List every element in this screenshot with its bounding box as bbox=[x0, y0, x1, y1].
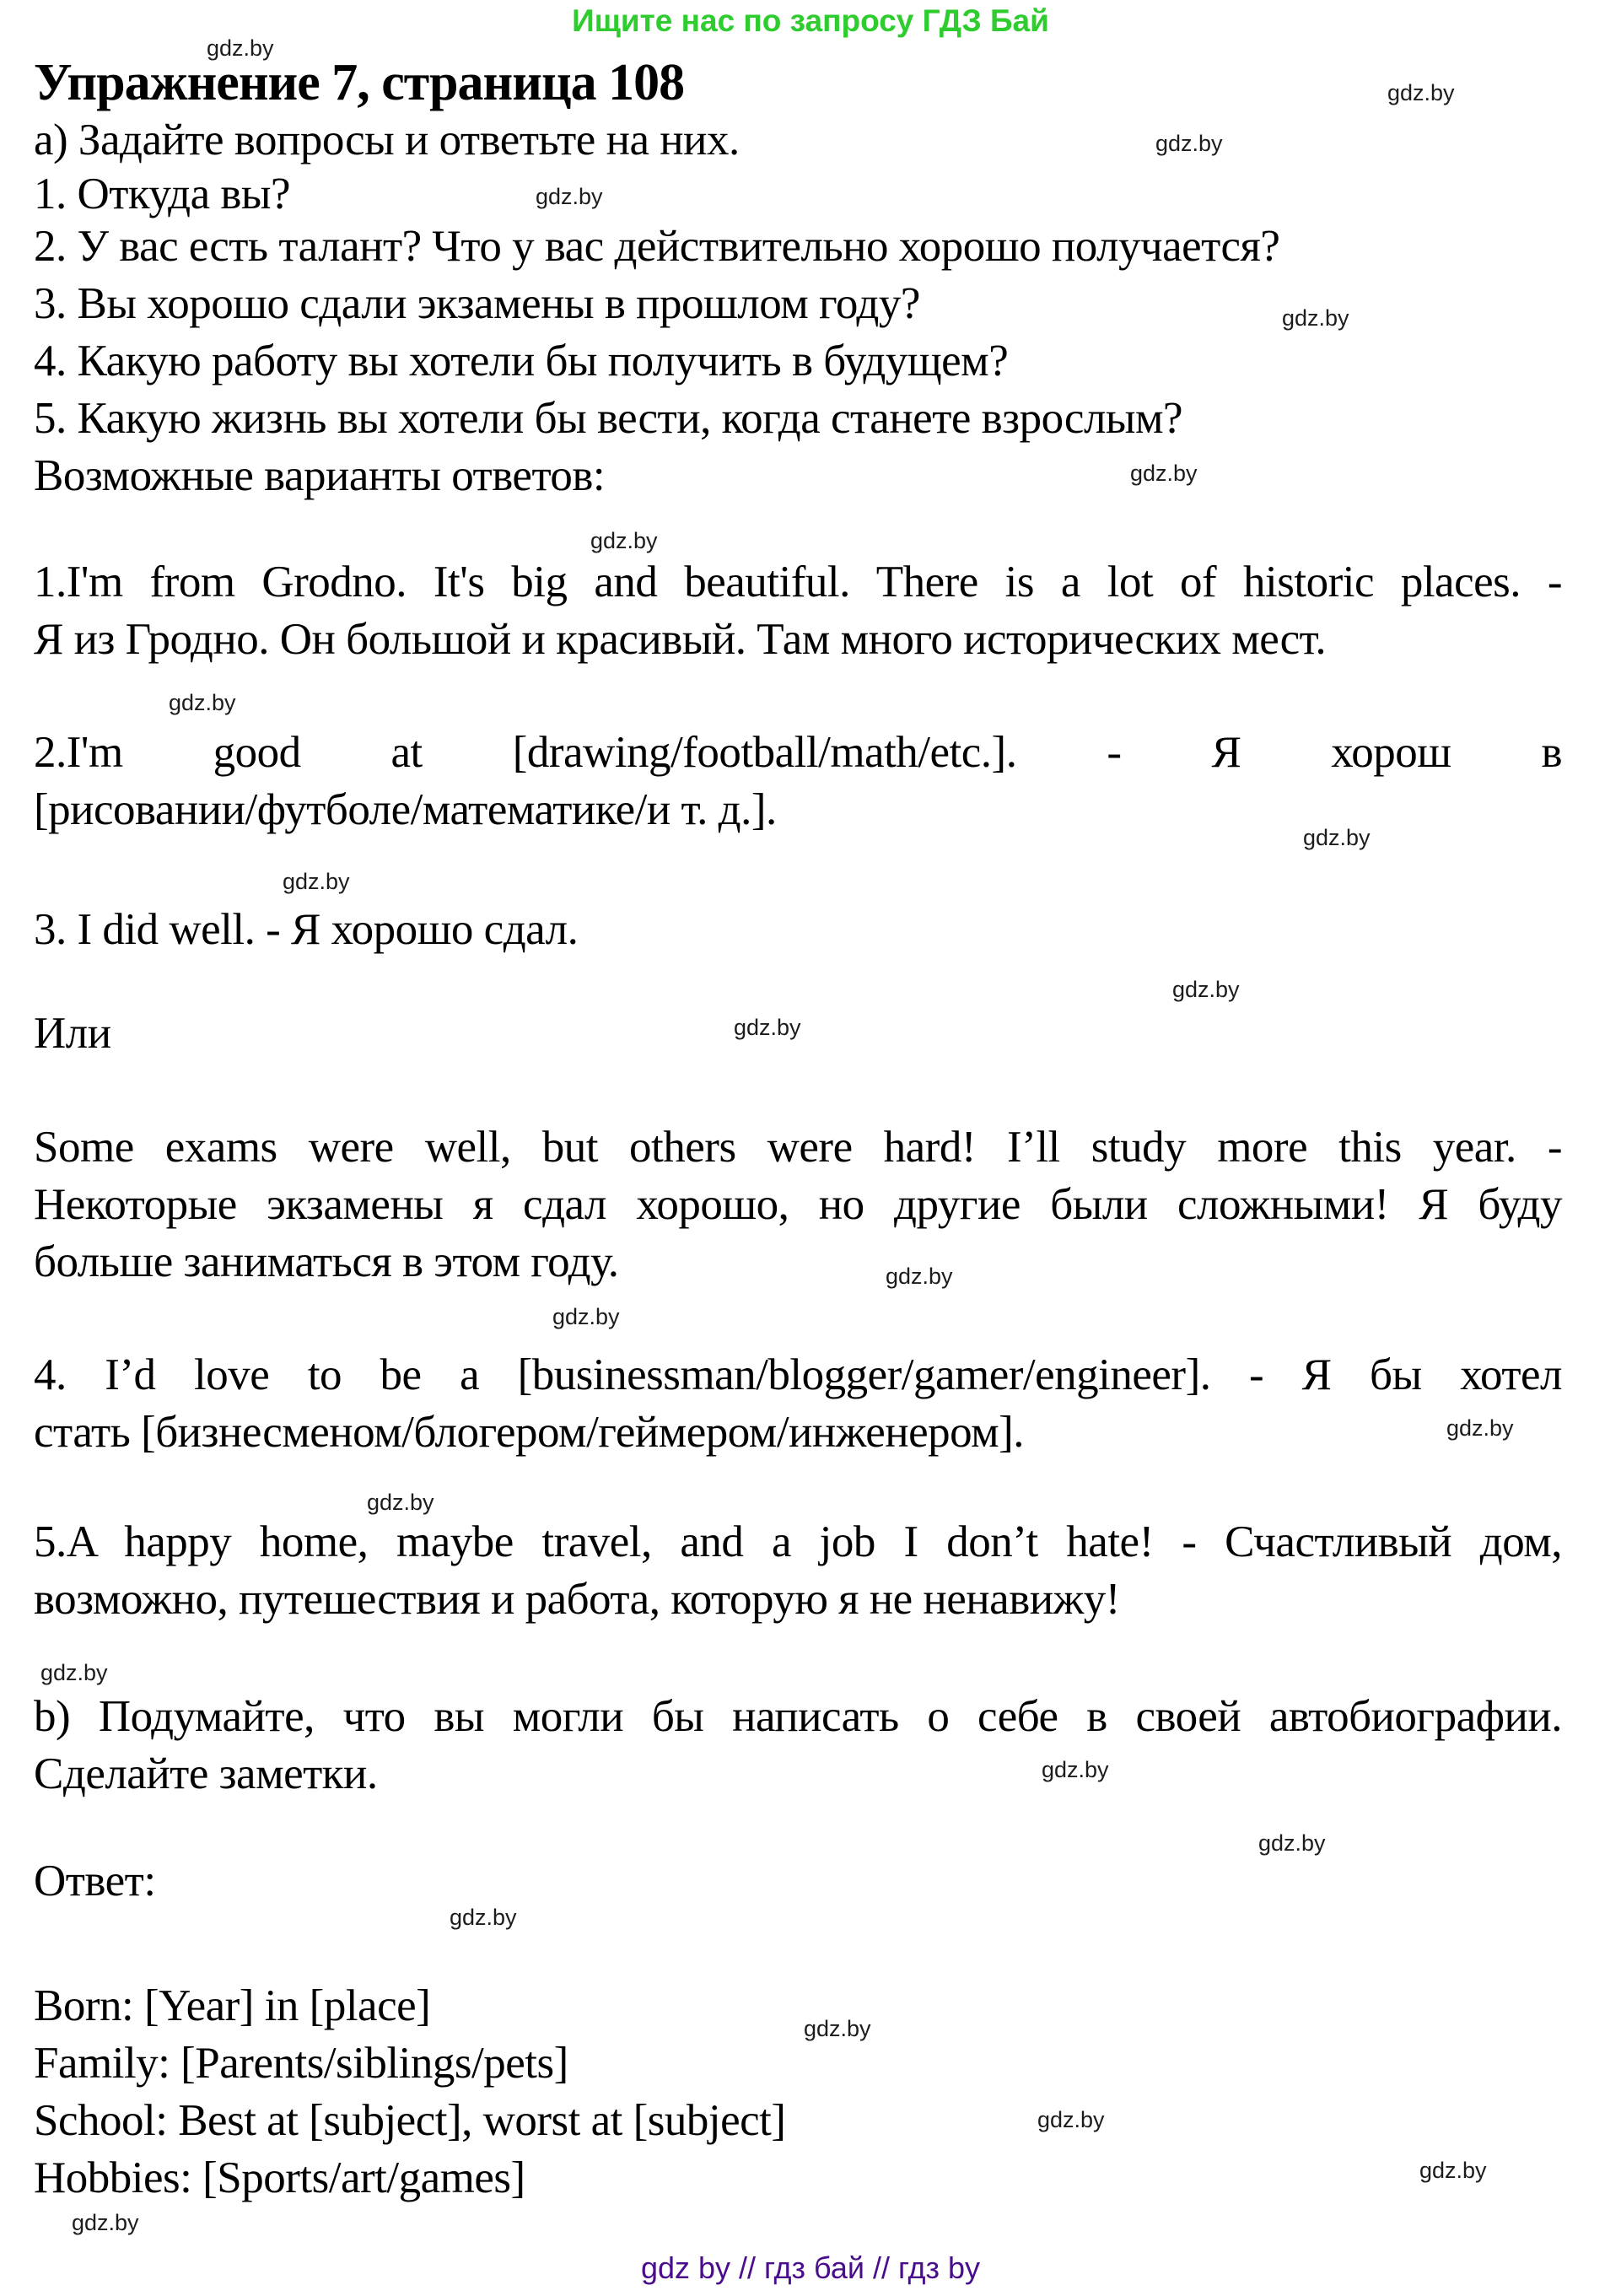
autobiography-notes-line-1: Born: [Year] in [place] bbox=[34, 1981, 431, 2030]
autobiography-notes-line-2: Family: [Parents/siblings/pets] bbox=[34, 2039, 568, 2088]
answer-label bbox=[34, 1852, 1562, 1910]
question-5-line-1: 5. Какую жизнь вы хотели бы вести, когда станете взрослым? bbox=[34, 394, 1183, 443]
gdz-watermark: gdz.by bbox=[72, 2210, 139, 2235]
question-4-line-1: 4. Какую работу вы хотели бы получить в будущем? bbox=[34, 337, 1009, 385]
answer-5-line-1: 5.A happy home, maybe travel, and a job I don’t hate! - Счастливый дом, bbox=[34, 1517, 1562, 1566]
gdz-watermark: gdz.by bbox=[207, 35, 274, 61]
gdz-watermark: gdz.by bbox=[367, 1490, 434, 1515]
gdz-watermark: gdz.by bbox=[169, 690, 236, 715]
gdz-watermark: gdz.by bbox=[450, 1905, 517, 1930]
gdz-watermark: gdz.by bbox=[1172, 977, 1240, 1002]
answer-2-line-1: 2.I'm good at [drawing/football/math/etc.]. - Я хорош в bbox=[34, 728, 1562, 777]
answer-5-line-2: возможно, путешествия и работа, которую я не ненавижу! bbox=[34, 1575, 1120, 1624]
answer-2-line-2: [рисовании/футболе/математике/и т. д.]. bbox=[34, 785, 777, 834]
answer-3-line-1: 3. I did well. - Я хорошо сдал. bbox=[34, 905, 579, 954]
answer-3-or-line-1: Или bbox=[34, 1009, 111, 1058]
answer-label-line-1: Ответ: bbox=[34, 1857, 156, 1905]
gdz-watermark: gdz.by bbox=[1282, 305, 1349, 331]
promo-banner: Ищите нас по запросу ГДЗ Бай bbox=[572, 3, 1049, 38]
gdz-watermark: gdz.by bbox=[40, 1660, 108, 1685]
footer-link[interactable]: gdz by // гдз бай // гдз by bbox=[640, 2250, 981, 2285]
question-1-line-1: 1. Откуда вы? bbox=[34, 170, 290, 218]
question-3-line-1: 3. Вы хорошо сдали экзамены в прошлом году? bbox=[34, 279, 920, 328]
answer-4-line-2: стать [бизнесменом/блогером/геймером/инженером]. bbox=[34, 1408, 1025, 1457]
gdz-watermark: gdz.by bbox=[1042, 1757, 1109, 1782]
answer-1-line-1: 1.I'm from Grodno. It's big and beautiful. There is a lot of historic places. - bbox=[34, 558, 1562, 606]
gdz-watermark: gdz.by bbox=[1155, 131, 1223, 156]
autobiography-notes bbox=[34, 1977, 1562, 2207]
answers-intro-line-1: Возможные варианты ответов: bbox=[34, 451, 606, 500]
gdz-watermark: gdz.by bbox=[283, 869, 350, 894]
autobiography-notes-line-4: Hobbies: [Sports/art/games] bbox=[34, 2153, 525, 2202]
answer-1-line-2: Я из Гродно. Он большой и красивый. Там много исторических мест. bbox=[34, 615, 1327, 664]
task-b-line-2: Сделайте заметки. bbox=[34, 1749, 378, 1798]
answer-3-alt-line-1: Some exams were well, but others were hard! I’ll study more this year. - bbox=[34, 1123, 1562, 1172]
question-1 bbox=[34, 165, 1562, 223]
gdz-watermark: gdz.by bbox=[734, 1015, 801, 1040]
gdz-watermark: gdz.by bbox=[1258, 1830, 1326, 1856]
task-a bbox=[34, 111, 1562, 169]
gdz-watermark: gdz.by bbox=[536, 184, 603, 209]
gdz-watermark: gdz.by bbox=[552, 1304, 620, 1329]
gdz-watermark: gdz.by bbox=[1387, 80, 1455, 105]
answer-1 bbox=[34, 553, 1562, 668]
question-5 bbox=[34, 390, 1562, 447]
autobiography-notes-line-3: School: Best at [subject], worst at [subject] bbox=[34, 2096, 786, 2145]
question-4 bbox=[34, 332, 1562, 390]
question-2 bbox=[34, 218, 1562, 275]
task-b bbox=[34, 1688, 1562, 1803]
answer-4 bbox=[34, 1346, 1562, 1461]
answer-3 bbox=[34, 901, 1562, 958]
answer-2 bbox=[34, 724, 1562, 838]
exercise-title bbox=[34, 54, 1562, 111]
gdz-watermark: gdz.by bbox=[1037, 2107, 1105, 2132]
gdz-watermark: gdz.by bbox=[1446, 1415, 1514, 1441]
gdz-watermark: gdz.by bbox=[590, 528, 658, 553]
task-a-line-1: a) Задайте вопросы и ответьте на них. bbox=[34, 116, 740, 164]
answer-5 bbox=[34, 1513, 1562, 1628]
answer-4-line-1: 4. I’d love to be a [businessman/blogger/gamer/engineer]. - Я бы хотел bbox=[34, 1350, 1562, 1399]
gdz-watermark: gdz.by bbox=[804, 2016, 871, 2041]
answer-3-alt-line-3: больше заниматься в этом году. bbox=[34, 1237, 619, 1286]
gdz-watermark: gdz.by bbox=[1419, 2158, 1487, 2183]
exercise-title-line-1: Упражнение 7, страница 108 bbox=[34, 54, 685, 111]
gdz-watermark: gdz.by bbox=[1303, 825, 1371, 850]
answer-3-alt-line-2: Некоторые экзамены я сдал хорошо, но другие были сложными! Я буду bbox=[34, 1180, 1562, 1229]
task-b-line-1: b) Подумайте, что вы могли бы написать о себе в своей автобиографии. bbox=[34, 1692, 1562, 1741]
answer-3-alt bbox=[34, 1118, 1562, 1291]
gdz-watermark: gdz.by bbox=[1130, 461, 1198, 486]
answers-intro bbox=[34, 447, 1562, 504]
gdz-watermark: gdz.by bbox=[886, 1264, 953, 1289]
question-2-line-1: 2. У вас есть талант? Что у вас действительно хорошо получается? bbox=[34, 222, 1280, 271]
